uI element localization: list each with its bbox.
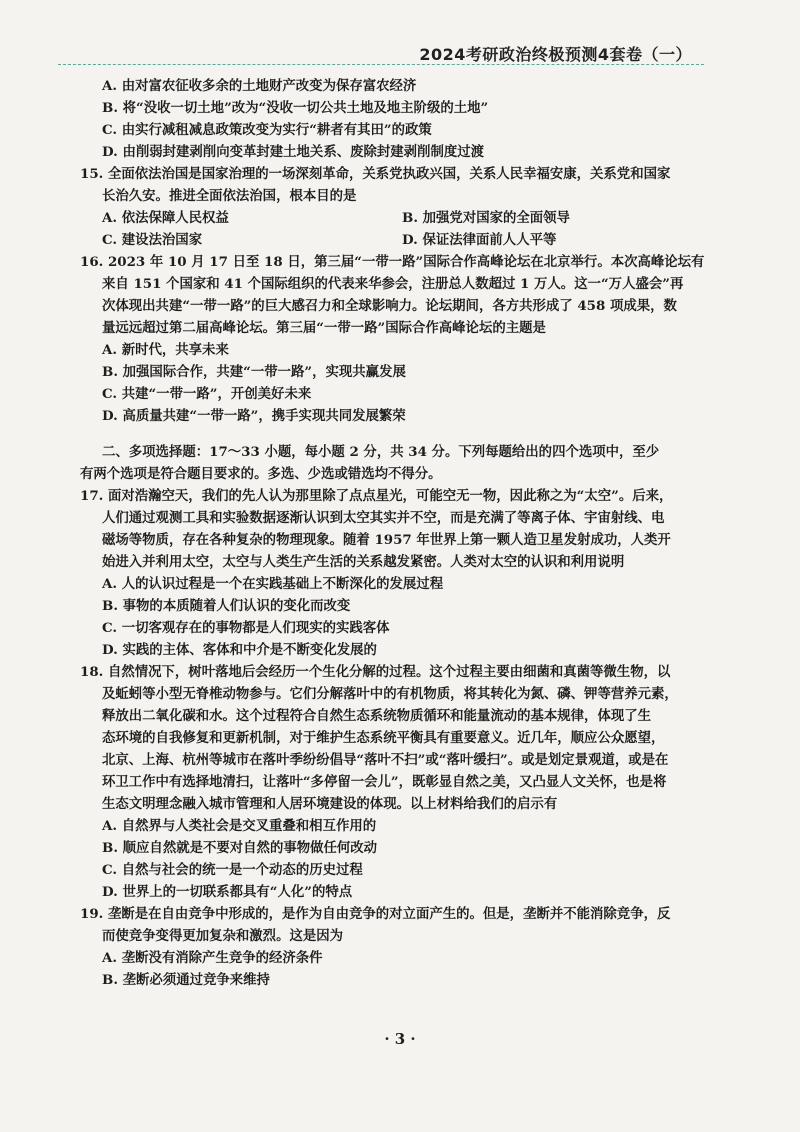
option-c: C. 自然与社会的统一是一个动态的历史过程 (102, 862, 363, 878)
option-a: A. 人的认识过程是一个在实践基础上不断深化的发展过程 (102, 576, 444, 592)
option-b: B. 加强党对国家的全面领导 (402, 210, 570, 226)
question-14-options (102, 75, 702, 163)
question-stem (80, 485, 702, 573)
option-b: B. 顺应自然就是不要对自然的事物做任何改动 (102, 840, 378, 856)
option-a: A. 由对富农征收多余的土地财产改变为保存富农经济 (102, 78, 417, 94)
section-line: 有两个选项是符合题目要求的。多选、少选或错选均不得分。 (80, 466, 442, 482)
stem-line: 磁场等物质，存在各种复杂的物理现象。随着 1957 年世界上第一颗人造卫星发射成功，人类开 (102, 532, 671, 548)
stem-line: 人们通过观测工具和实验数据逐渐认识到太空其实并不空，而是充满了等离子体、宇宙射线、电 (102, 510, 665, 526)
stem-line: 长治久安。推进全面依法治国，根本目的是 (102, 188, 357, 204)
stem-line: 17. 面对浩瀚空天，我们的先人认为那里除了点点星光，可能空无一物，因此称之为“太空”。后来， (80, 488, 673, 504)
stem-line: 释放出二氧化碳和水。这个过程符合自然生态系统物质循环和能量流动的基本规律，体现了生 (102, 708, 652, 724)
option-a: A. 依法保障人民权益 (102, 210, 229, 226)
stem-line: 生态文明理念融入城市管理和人居环境建设的体现。以上材料给我们的启示有 (102, 796, 558, 812)
option-c: C. 建设法治国家 (102, 232, 203, 248)
stem-line: 19. 垄断是在自由竞争中形成的，是作为自由竞争的对立面产生的。但是，垄断并不能消除竞争，反 (80, 906, 671, 922)
stem-line: 来自 151 个国家和 41 个国际组织的代表来华参会，注册总人数超过 1 万人。这一“万人盛会”再 (102, 276, 684, 292)
stem-line: 北京、上海、杭州等城市在落叶季纷纷倡导“落叶不扫”或“落叶缓扫”。或是划定景观道，或是在 (102, 752, 669, 768)
option-c: C. 共建“一带一路”，开创美好未来 (102, 386, 312, 402)
question-16 (80, 251, 705, 427)
option-d: D. 世界上的一切联系都具有“人化”的特点 (102, 884, 353, 900)
stem-line: 16. 2023 年 10 月 17 日至 18 日，第三届“一带一路”国际合作高峰论坛在北京举行。本次高峰论坛有 (80, 254, 705, 270)
option-b: B. 将“没收一切土地”改为“没收一切公共土地及地主阶级的土地” (102, 100, 489, 116)
option-c: C. 一切客观存在的事物都是人们现实的实践客体 (102, 620, 390, 636)
option-row (102, 207, 702, 229)
header-divider (58, 64, 704, 65)
question-19 (80, 903, 702, 991)
stem-line: 态环境的自我修复和更新机制，对于维护生态系统平衡具有重要意义。近几年，顺应公众愿望， (102, 730, 665, 746)
option-c: C. 由实行减租减息政策改变为实行“耕者有其田”的政策 (102, 122, 432, 138)
question-stem (80, 163, 702, 207)
stem-line: 始进入并利用太空，太空与人类生产生活的关系越发紧密。人类对太空的认识和利用说明 (102, 554, 625, 570)
option-a: A. 自然界与人类社会是交叉重叠和相互作用的 (102, 818, 377, 834)
option-d: D. 高质量共建“一带一路”，携手实现共同发展繁荣 (102, 408, 406, 424)
stem-line: 量远远超过第二届高峰论坛。第三届“一带一路”国际合作高峰论坛的主题是 (102, 320, 546, 336)
question-stem (80, 661, 702, 815)
option-d: D. 保证法律面前人人平等 (402, 232, 557, 248)
stem-line: 18. 自然情况下，树叶落地后会经历一个生化分解的过程。这个过程主要由细菌和真菌等微生物，以 (80, 664, 671, 680)
question-content (80, 75, 705, 991)
option-b: B. 加强国际合作，共建“一带一路”，实现共赢发展 (102, 364, 406, 380)
question-17 (80, 485, 702, 661)
header-title: 2024考研政治终极预测4套卷（一） (419, 45, 692, 64)
question-stem (80, 903, 702, 947)
section-line: 二、多项选择题：17～33 小题，每小题 2 分，共 34 分。下列每题给出的四个选项中，至少 (102, 444, 660, 460)
option-b: B. 事物的本质随着人们认识的变化而改变 (102, 598, 351, 614)
option-a: A. 新时代，共享未来 (102, 342, 229, 358)
stem-line: 而使竞争变得更加复杂和激烈。这是因为 (102, 928, 344, 944)
stem-line: 15. 全面依法治国是国家治理的一场深刻革命，关系党执政兴国，关系人民幸福安康，关系党和国家 (80, 166, 671, 182)
option-d: D. 实践的主体、客体和中介是不断变化发展的 (102, 642, 377, 658)
option-row (102, 229, 702, 251)
question-stem (80, 251, 705, 339)
section-heading (80, 441, 702, 485)
page-header (0, 36, 800, 66)
stem-line: 及蚯蚓等小型无脊椎动物参与。它们分解落叶中的有机物质，将其转化为氮、磷、钾等营养元素， (102, 686, 678, 702)
page-number: · 3 · (384, 1030, 416, 1048)
stem-line: 环卫工作中有选择地清扫，让落叶“多停留一会儿”，既彰显自然之美，又凸显人文关怀，也是将 (102, 774, 667, 790)
option-a: A. 垄断没有消除产生竞争的经济条件 (102, 950, 323, 966)
stem-line: 次体现出共建“一带一路”的巨大感召力和全球影响力。论坛期间，各方共形成了 458 项成果，数 (102, 298, 677, 314)
option-b: B. 垄断必须通过竞争来维持 (102, 972, 270, 988)
question-15 (80, 163, 702, 251)
option-d: D. 由削弱封建剥削向变革封建土地关系、废除封建剥削制度过渡 (102, 144, 485, 160)
question-18 (80, 661, 702, 903)
